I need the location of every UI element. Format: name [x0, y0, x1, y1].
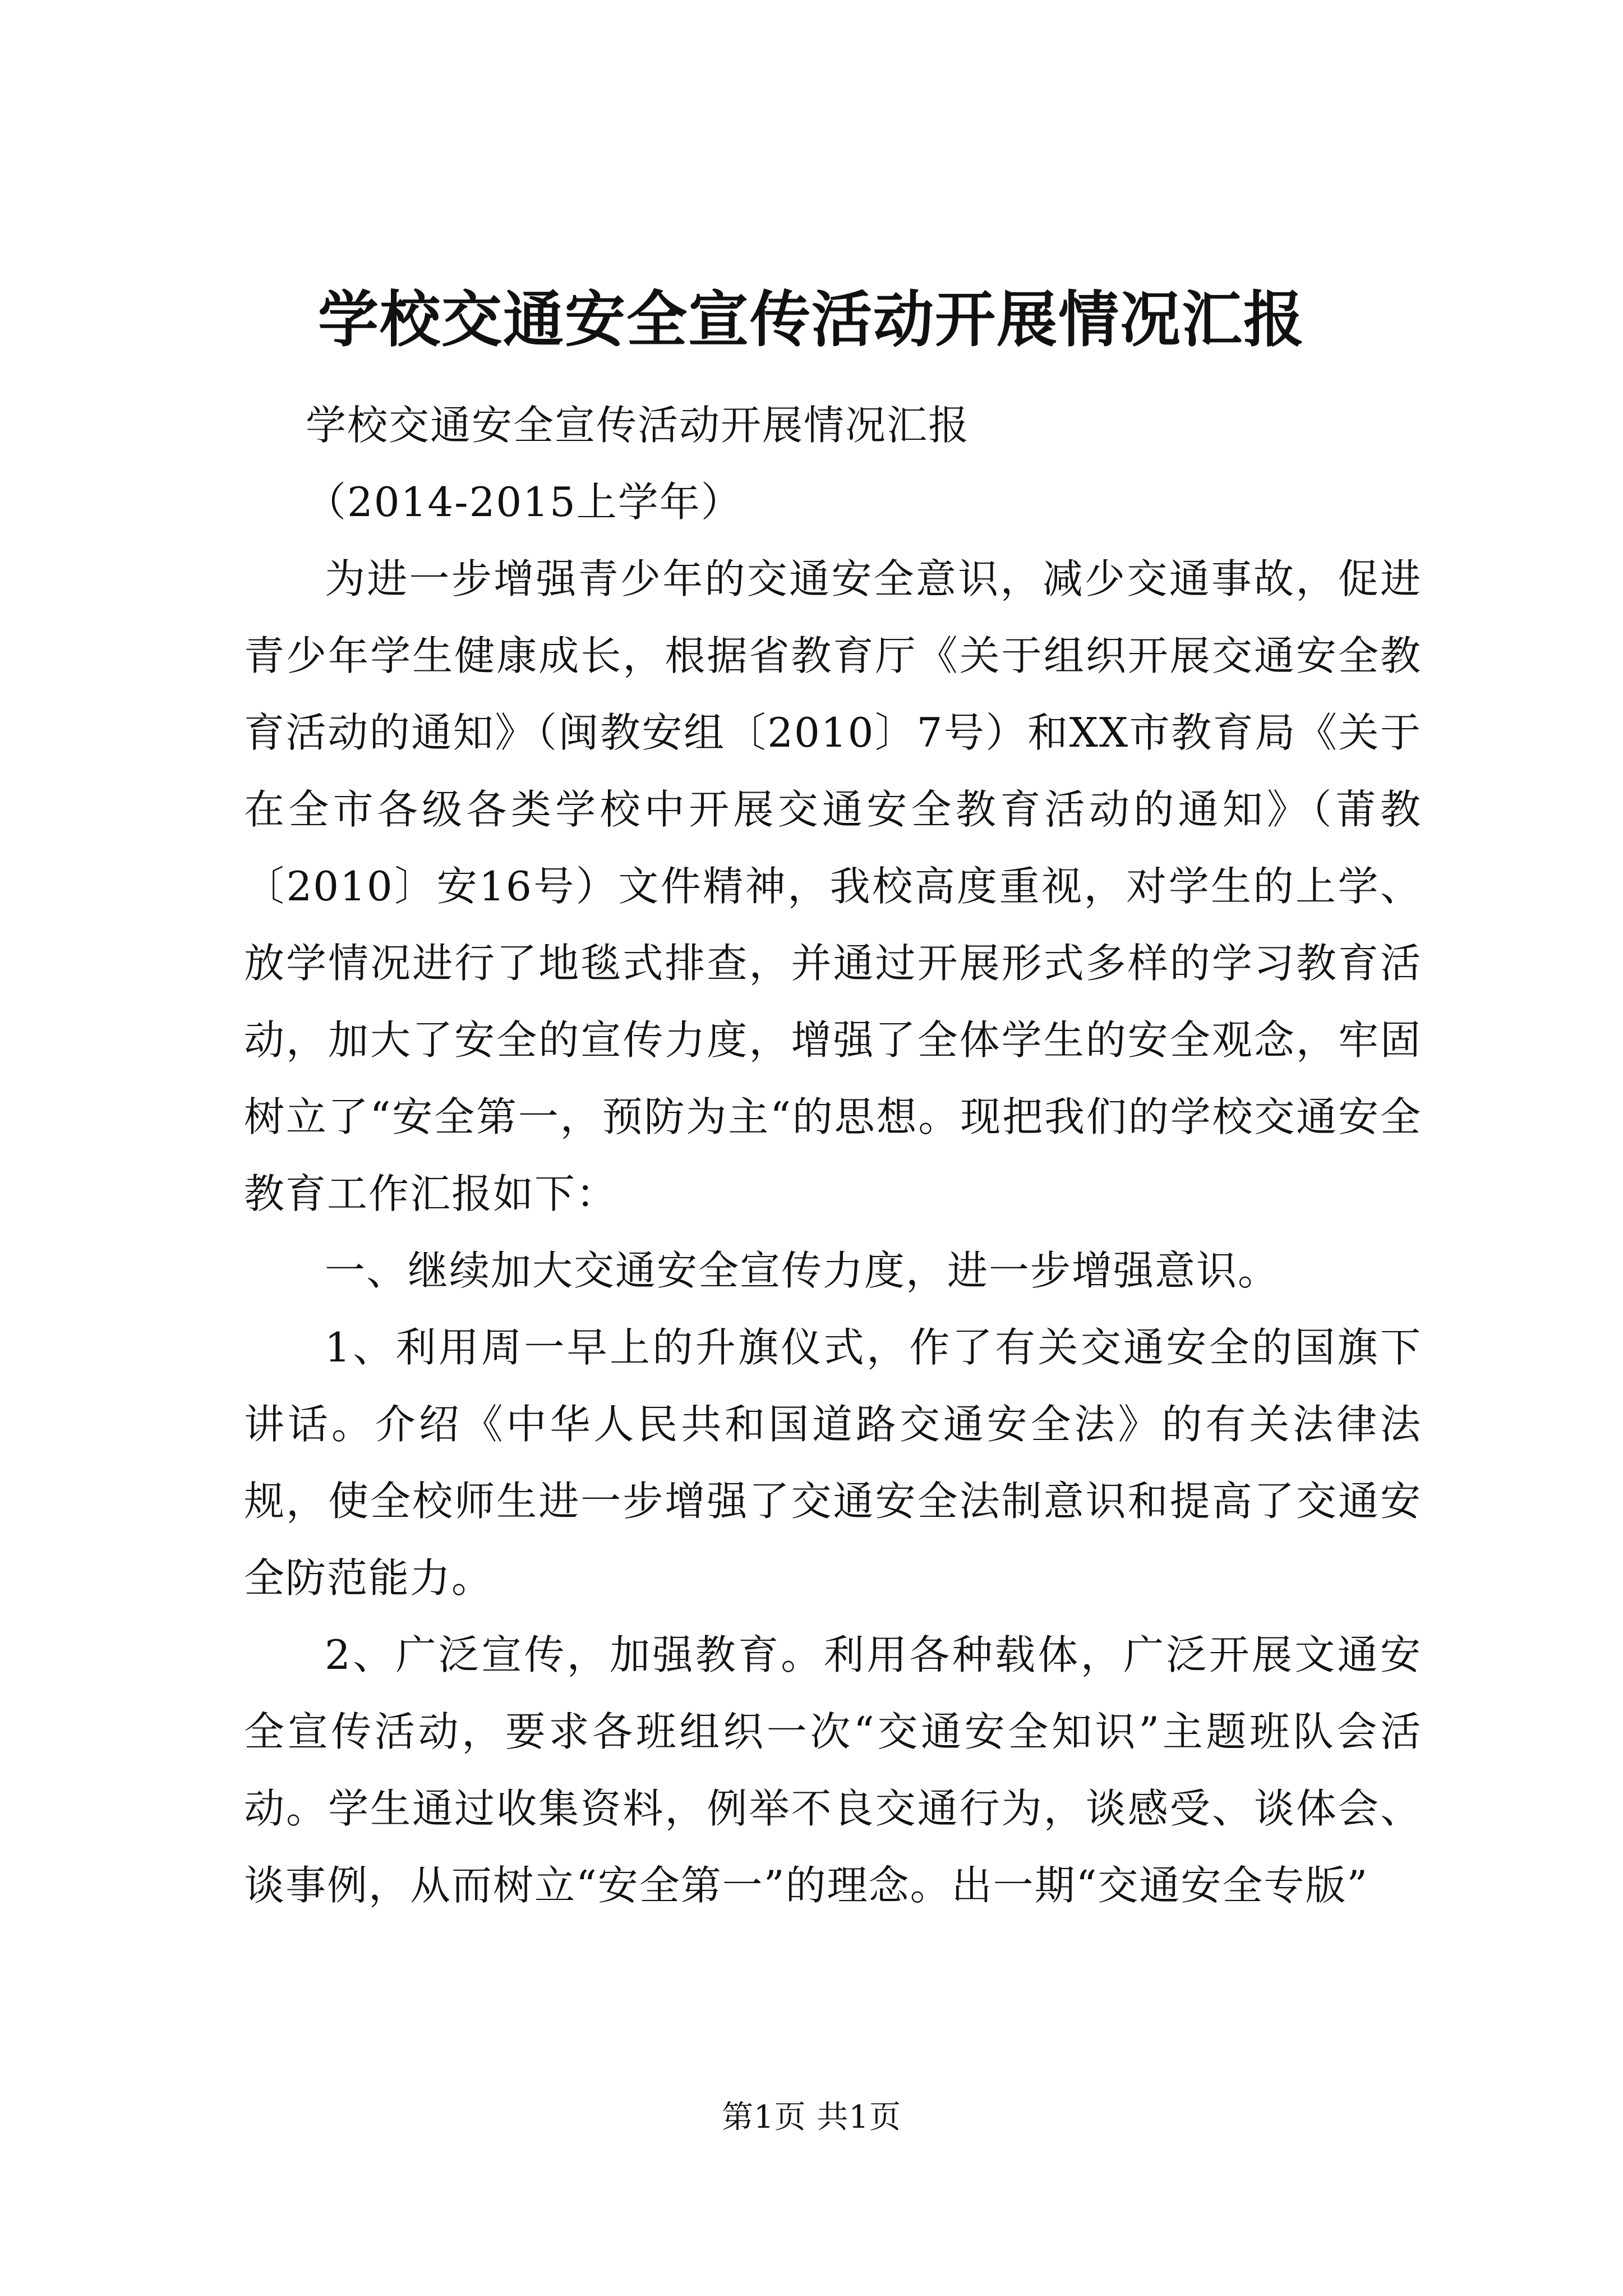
intro-paragraph: 为进一步增强青少年的交通安全意识，减少交通事故，促进青少年学生健康成长，根据省教育厅《关于组织开展交通安全教育活动的通知》（闽教安组〔2010〕7号）和XX市教育局《关于在全市各级各类学校中开展交通安全教育活动的通知》（莆教〔2010〕安16号）文件精神，我校高度重视，对学生的上学、放学情况进行了地毯式排查，并通过开展形式多样的学习教育活动，加大了安全的宣传力度，增强了全体学生的安全观念，牢固树立了“安全第一，预防为主“的思想。现把我们的学校交通安全教育工作汇报如下： [244, 555, 1422, 1217]
document-title: 学校交通安全宣传活动开展情况汇报 [317, 284, 1305, 355]
document-body [244, 387, 1422, 1924]
subtitle-paragraph: 学校交通安全宣传活动开展情况汇报 [306, 402, 970, 449]
item-paragraph-2: 2、广泛宣传，加强教育。利用各种载体，广泛开展文通安全宣传活动，要求各班组织一次“交通安全知识”主题班队会活动。学生通过收集资料，例举不良交通行为，谈感受、谈体会、谈事例，从而树立“安全第一”的理念。出一期“交通安全专版” [244, 1631, 1422, 1909]
school-year-paragraph: （2014-2015上学年） [306, 478, 743, 526]
item-paragraph-1: 1、利用周一早上的升旗仪式，作了有关交通安全的国旗下讲话。介绍《中华人民共和国道路交通安全法》的有关法律法规，使全校师生进一步增强了交通安全法制意识和提高了交通安全防范能力。 [244, 1324, 1422, 1602]
section-heading-1: 一、继续加大交通安全宣传力度，进一步增强意识。 [325, 1247, 1280, 1294]
page-footer: 第1页 共1页 [721, 2099, 902, 2136]
